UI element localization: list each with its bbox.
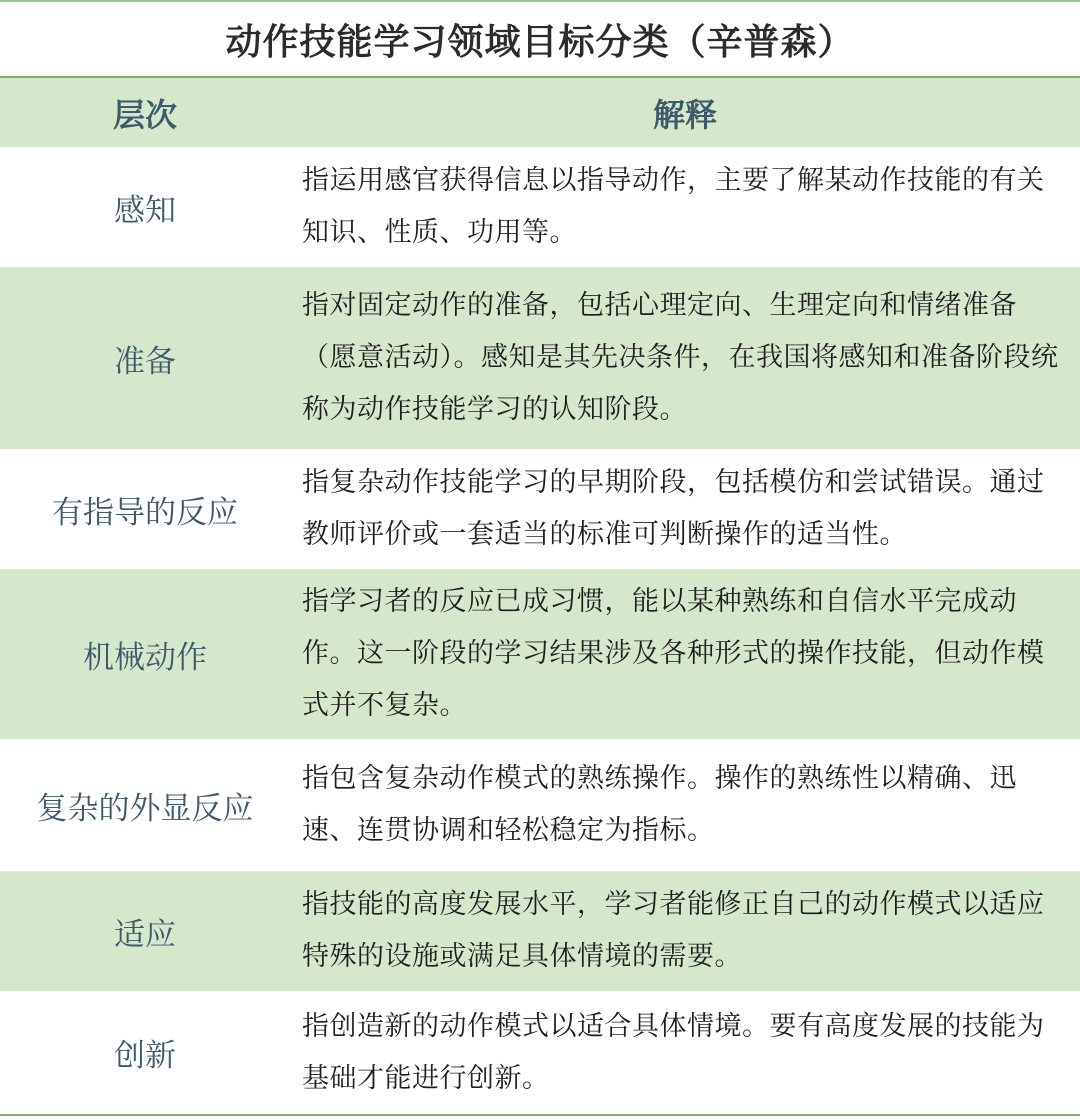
level-cell: 机械动作: [83, 639, 207, 676]
table-row: [0, 871, 1080, 991]
table-row: [0, 449, 1080, 569]
explanation-cell: 指学习者的反应已成习惯，能以某种熟练和自信水平完成动作。这一阶段的学习结果涉及各种形式的操作技能，但动作模式并不复杂。: [302, 586, 1045, 721]
taxonomy-table: [0, 76, 1080, 1116]
title-row: [0, 0, 1080, 76]
table-row: [0, 569, 1080, 739]
header-row: [0, 77, 1080, 147]
table-row: [0, 739, 1080, 871]
level-cell: 创新: [114, 1038, 176, 1074]
level-cell: 准备: [114, 343, 176, 380]
level-cell: 适应: [114, 916, 176, 953]
explanation-cell: 指包含复杂动作模式的熟练操作。操作的熟练性以精确、迅速、连贯协调和轻松稳定为指标。: [302, 763, 1017, 846]
table-row: [0, 267, 1080, 449]
table-row: [0, 991, 1080, 1115]
level-cell: 复杂的外显反应: [36, 790, 254, 827]
explanation-cell: 指技能的高度发展水平，学习者能修正自己的动作模式以适应特殊的设施或满足具体情境的需要。: [302, 889, 1045, 972]
level-cell: 感知: [114, 192, 176, 229]
header-explanation: 解释: [652, 95, 717, 134]
table-row: [0, 147, 1080, 267]
table-title: 动作技能学习领域目标分类（辛普森）: [225, 20, 855, 63]
explanation-cell: 指复杂动作技能学习的早期阶段，包括模仿和尝试错误。通过教师评价或一套适当的标准可判断操作的适当性。: [302, 467, 1045, 550]
explanation-cell: 指创造新的动作模式以适合具体情境。要有高度发展的技能为基础才能进行创新。: [302, 1010, 1045, 1094]
explanation-cell: 指对固定动作的准备，包括心理定向、生理定向和情绪准备（愿意活动）。感知是其先决条件，在我国将感知和准备阶段统称为动作技能学习的认知阶段。: [302, 290, 1059, 425]
level-cell: 有指导的反应: [52, 494, 238, 531]
explanation-cell: 指运用感官获得信息以指导动作，主要了解某动作技能的有关知识、性质、功用等。: [302, 165, 1045, 248]
header-level: 层次: [112, 95, 177, 134]
